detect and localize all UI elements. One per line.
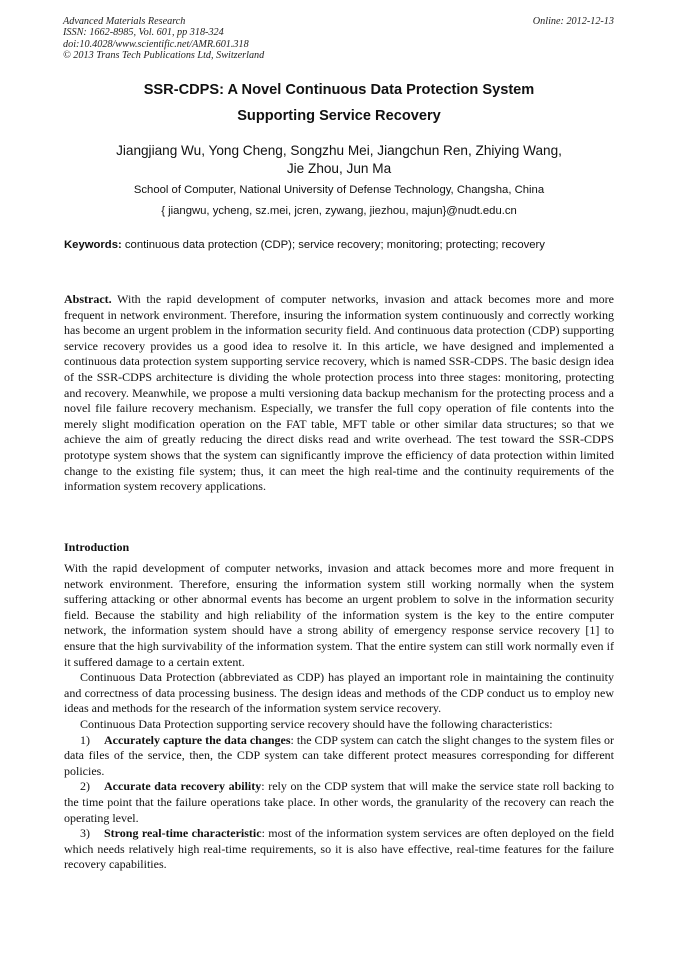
item-term: Accurately capture the data changes xyxy=(104,732,291,747)
item-description: : most of the information system services are often deployed on the field which needs relatively high real-time requirements, so it is also have effective, real-time features for the failure recovery capabilities. xyxy=(64,826,614,872)
abstract-label: Abstract. xyxy=(64,292,112,306)
author-emails: { jiangwu, ycheng, sz.mei, jcren, zywang, jiezhou, majun}@nudt.edu.cn xyxy=(161,205,517,217)
item-description: : the CDP system can catch the slight changes to the system files or data files of the service, then, the CDP system can take different protect measures corresponding for different policies. xyxy=(64,732,614,778)
item-number: 3) xyxy=(80,826,90,841)
item-term: Accurate data recovery ability xyxy=(104,779,262,794)
intro-paragraph-2: Continuous Data Protection (abbreviated as CDP) has played an important role in maintaining the continuity and correctness of data processing business. The design ideas and methods of the CDP conduct us to employ new ideas and methods for the research of the information system service recovery. xyxy=(64,670,614,716)
keywords xyxy=(64,239,624,251)
paper-title-line-1: SSR-CDPS: A Novel Continuous Data Protection System xyxy=(143,82,535,98)
intro-paragraph-3: Continuous Data Protection supporting service recovery should have the following characteristics: xyxy=(80,716,553,731)
journal-header xyxy=(63,16,264,62)
introduction-heading: Introduction xyxy=(64,540,130,554)
abstract-text: With the rapid development of computer networks, invasion and attack becomes more and more frequent in network environment. Therefore, insuring the information system continuously and correctly working has become an urgent problem in the information security field. And continuous data protection (CDP) supporting service recovery provides us a good idea to resolve it. In this article, we have designed and implemented a continuous data protection system supporting service recovery, which is named SSR-CDPS. The basic design idea of the SSR-CDPS architecture is dividing the whole protection process into three stages: monitoring, protecting and recovery. Meanwhile, we propose a multi versioning data backup mechanism for the protecting process and a novel file failure recovery mechanism. Especially, we transfer the full copy operation of file contents into the merely slight modification operation on the FAT table, MFT table or other similar data structures; so that we achieve the aim of greatly reducing the direct disks read and write overhead. The test toward the SSR-CDPS prototype system shows that the system can significantly improve the efficiency of data protection within limited change to the existing file system; thus, it can meet the high real-time and the continuity requirements of the information system recovery applications. xyxy=(64,292,614,494)
abstract xyxy=(64,292,614,495)
characteristic-item-1 xyxy=(64,733,614,780)
characteristic-item-3 xyxy=(64,826,614,873)
keywords-text: continuous data protection (CDP); service recovery; monitoring; protecting; recovery xyxy=(124,239,545,251)
item-term: Strong real-time characteristic xyxy=(104,826,262,841)
affiliation: School of Computer, National University of Defense Technology, Changsha, China xyxy=(133,184,545,196)
intro-paragraph-1: With the rapid development of computer networks, invasion and attack becomes more and more frequent in network environment. Therefore, ensuring the information system still working normally when the system suffering attacking or other abnormal events has become an urgent problem to solve in the information security field. Because the stability and high reliability of the information system is the key to the entire computer network, the information system should have a strong ability of emergency response service recovery [1] to ensure that the high survivability of the information system. That the entire system can still work normally even if it suffered damage to a certain extent. xyxy=(64,561,614,669)
item-number: 1) xyxy=(80,732,90,747)
journal-issn: ISSN: 1662-8985, Vol. 601, pp 318-324 xyxy=(63,27,224,39)
journal-doi: doi:10.4028/www.scientific.net/AMR.601.318 xyxy=(63,38,249,50)
journal-name: Advanced Materials Research xyxy=(63,16,186,27)
item-description: : rely on the CDP system that will make the service state roll backing to the time point that the failure operations take place. In other words, the granularity of the recovery can reach the operating level. xyxy=(64,779,614,825)
authors-line-2: Jie Zhou, Jun Ma xyxy=(286,161,392,176)
keywords-label: Keywords: xyxy=(64,239,122,251)
introduction-body xyxy=(64,561,614,873)
authors-line-1: Jiangjiang Wu, Yong Cheng, Songzhu Mei, Jiangchun Ren, Zhiying Wang, xyxy=(116,143,562,158)
journal-copyright: © 2013 Trans Tech Publications Ltd, Switzerland xyxy=(63,50,265,62)
item-number: 2) xyxy=(80,779,90,794)
online-date: Online: 2012-12-13 xyxy=(532,16,614,27)
characteristic-item-2 xyxy=(64,779,614,826)
paper-title-line-2: Supporting Service Recovery xyxy=(237,108,441,124)
